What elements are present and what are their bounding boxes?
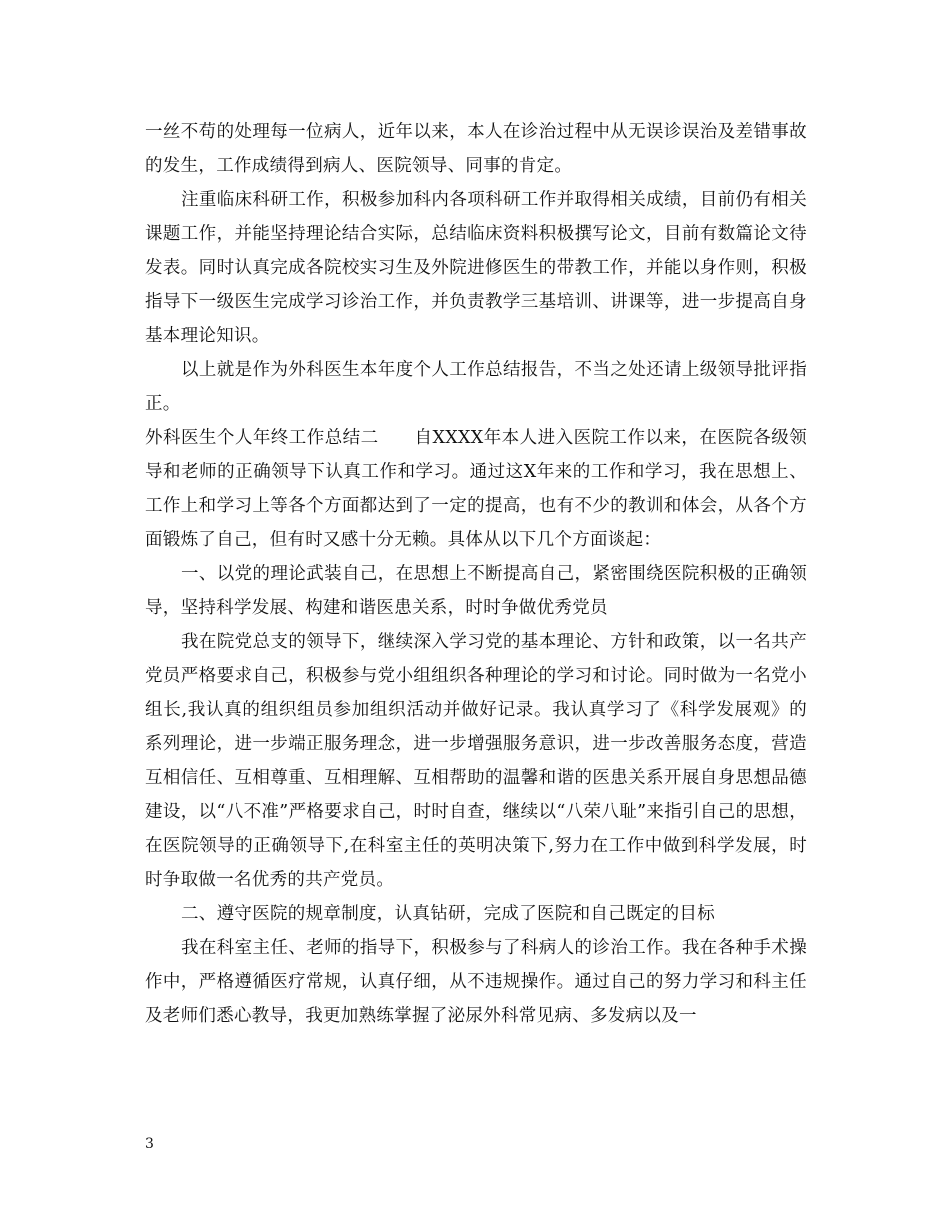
paragraph-8: 我在科室主任、老师的指导下，积极参与了科病人的诊治工作。我在各种手术操作中，严格遵循医疗常规，认真仔细，从不违规操作。通过自己的努力学习和科主任及老师们悉心教导，我更加熟练掌握了泌尿外科常见病、多发病以及一 bbox=[145, 938, 807, 1026]
paragraph-1: 一丝不苟的处理每一位病人，近年以来，本人在诊治过程中从无误诊误治及差错事故的发生，工作成绩得到病人、医院领导、同事的肯定。 bbox=[145, 122, 807, 176]
document-body bbox=[145, 115, 807, 1033]
page-number: 3 bbox=[145, 1136, 154, 1152]
paragraph-5-subheading: 一、以党的理论武装自己，在思想上不断提高自己，紧密围绕医院积极的正确领导，坚持科学发展、构建和谐医患关系，时时争做优秀党员 bbox=[145, 564, 807, 618]
paragraph-4-section-heading: 外科医生个人年终工作总结二 自XXXX年本人进入医院工作以来，在医院各级领导和老师的正确领导下认真工作和学习。通过这X年来的工作和学习，我在思想上、工作上和学习上等各个方面都达到了一定的提高，也有不少的教训和体会，从各个方面锻炼了自己，但有时又感十分无赖。具体从以下几个方面谈起： bbox=[145, 428, 807, 550]
paragraph-7-subheading: 二、遵守医院的规章制度，认真钻研，完成了医院和自己既定的目标 bbox=[181, 904, 715, 924]
paragraph-2: 注重临床科研工作，积极参加科内各项科研工作并取得相关成绩，目前仍有相关课题工作，并能坚持理论结合实际，总结临床资料积极撰写论文，目前有数篇论文待发表。同时认真完成各院校实习生及外院进修医生的带教工作，并能以身作则，积极指导下一级医生完成学习诊治工作，并负责教学三基培训、讲课等，进一步提高自身基本理论知识。 bbox=[145, 190, 807, 346]
paragraph-3: 以上就是作为外科医生本年度个人工作总结报告，不当之处还请上级领导批评指正。 bbox=[145, 360, 807, 414]
paragraph-6: 我在院党总支的领导下，继续深入学习党的基本理论、方针和政策，以一名共产党员严格要求自己，积极参与党小组组织各种理论的学习和讨论。同时做为一名党小组长,我认真的组织组员参加组织活动并做好记录。我认真学习了《科学发展观》的系列理论，进一步端正服务理念，进一步增强服务意识，进一步改善服务态度，营造互相信任、互相尊重、互相理解、互相帮助的温馨和谐的医患关系开展自身思想品德建设，以“八不准”严格要求自己，时时自查，继续以“八荣八耻”来指引自己的思想，在医院领导的正确领导下,在科室主任的英明决策下,努力在工作中做到科学发展，时时争取做一名优秀的共产党员。 bbox=[145, 632, 807, 890]
